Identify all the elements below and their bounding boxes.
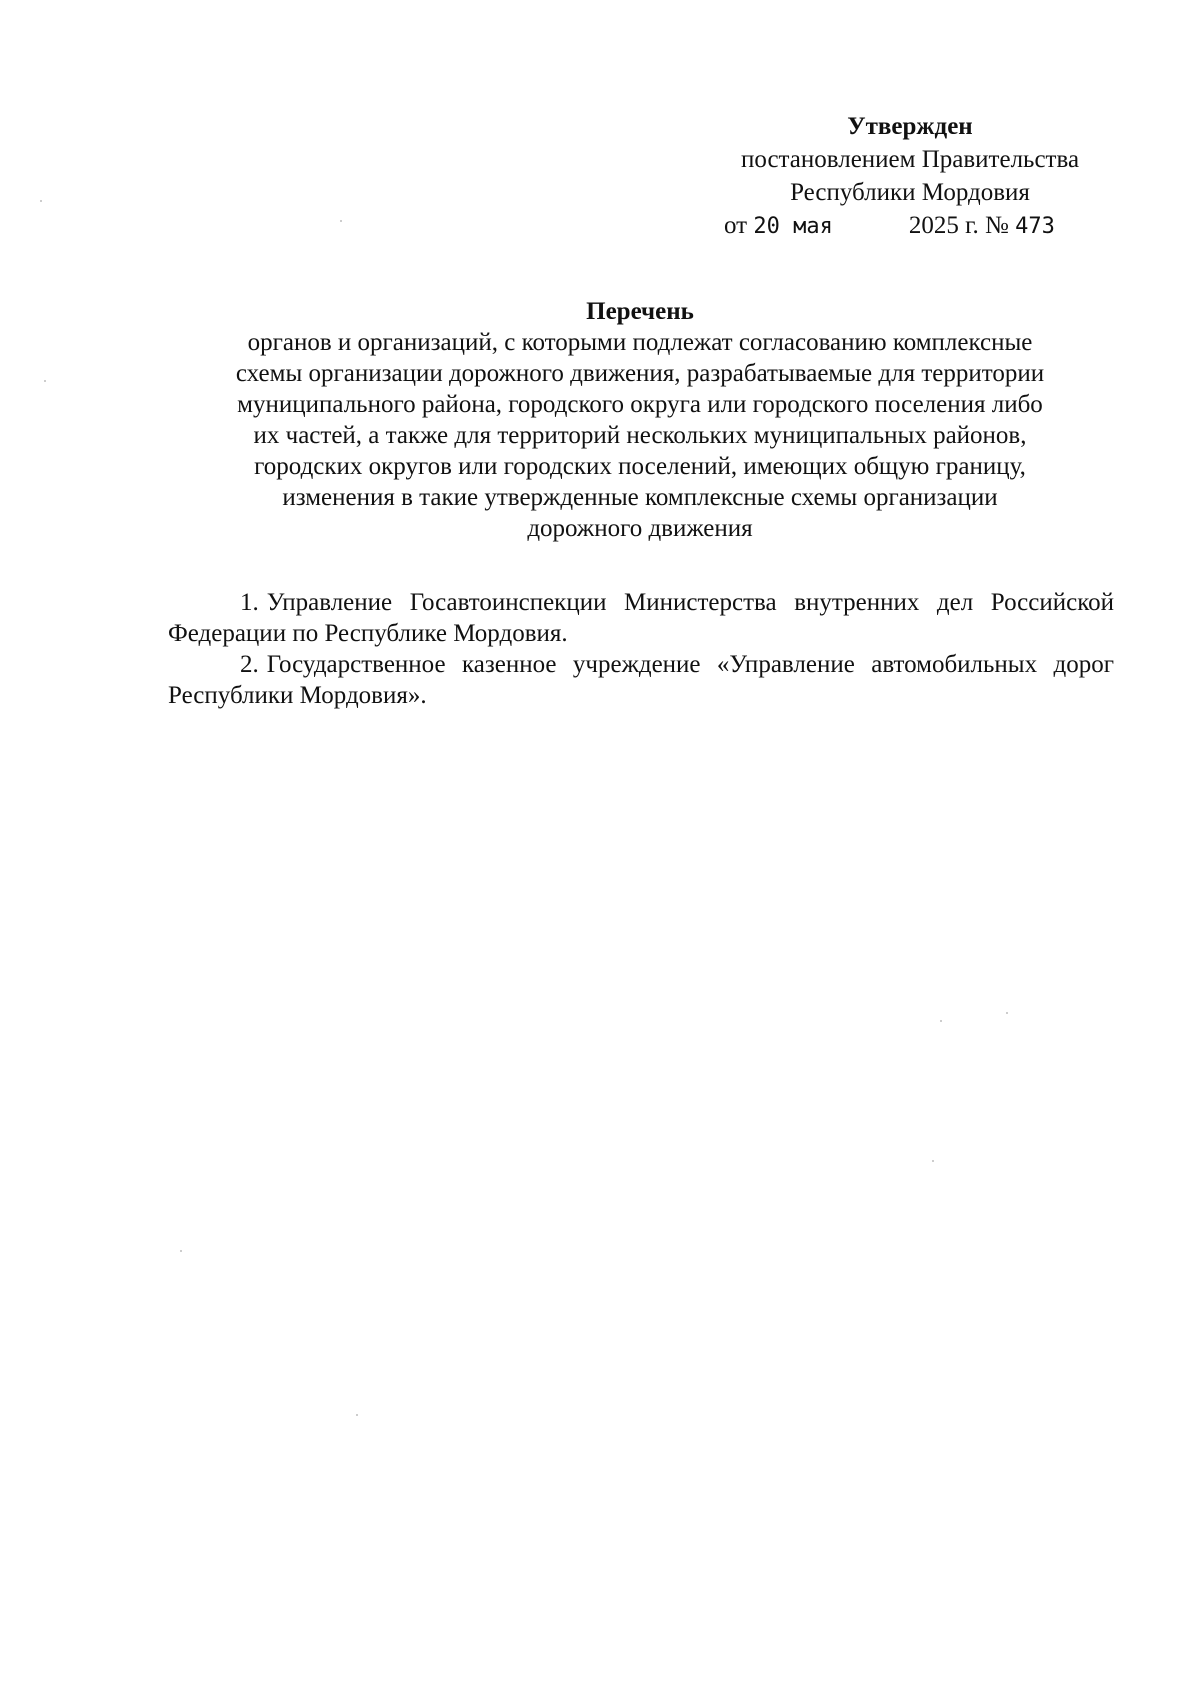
document-heading (170, 296, 1110, 544)
approval-date-line (700, 209, 1120, 243)
subtitle-line: городских округов или городских поселений, имеющих общую границу, (254, 453, 1026, 480)
subtitle-line: схемы организации дорожного движения, разрабатываемые для территории (235, 360, 1045, 387)
scan-speck (1006, 1012, 1008, 1014)
scan-speck (180, 1250, 182, 1252)
scan-speck (356, 1414, 358, 1416)
organization-list (168, 587, 1114, 711)
scan-speck (340, 220, 342, 222)
date-year: 2025 г. № (908, 212, 1009, 239)
date-value: 20 мая (753, 214, 833, 239)
subtitle-line: органов и организаций, с которыми подлежат согласованию комплексные (247, 329, 1033, 356)
subtitle-line: дорожного движения (527, 515, 753, 542)
subtitle-line: их частей, а также для территорий нескольких муниципальных районов, (253, 422, 1027, 449)
approval-line-1: постановлением Правительства (740, 146, 1080, 173)
approval-block (700, 110, 1120, 243)
subtitle-line: изменения в такие утвержденные комплексные схемы организации (282, 484, 998, 511)
scan-speck (44, 380, 46, 382)
approved-label: Утвержден (847, 113, 973, 140)
list-item-text: Управление Госавтоинспекции Министерства внутренних дел Российской Федерации по Республике Мордовия. (168, 589, 1114, 647)
list-item-number: 1. (240, 589, 259, 616)
list-item (168, 587, 1114, 649)
list-item-text: Государственное казенное учреждение «Управление автомобильных дорог Республики Мордовия». (168, 651, 1114, 709)
list-item-number: 2. (240, 651, 259, 678)
list-item (168, 649, 1114, 711)
scan-speck (932, 1160, 934, 1162)
document-title: Перечень (586, 298, 694, 325)
resolution-number: 473 (1015, 214, 1055, 239)
subtitle-line: муниципального района, городского округа или городского поселения либо (237, 391, 1043, 418)
scan-speck (940, 1020, 942, 1022)
date-prefix: от (724, 212, 748, 239)
approval-line-2: Республики Мордовия (790, 179, 1030, 206)
scan-speck (40, 200, 42, 202)
